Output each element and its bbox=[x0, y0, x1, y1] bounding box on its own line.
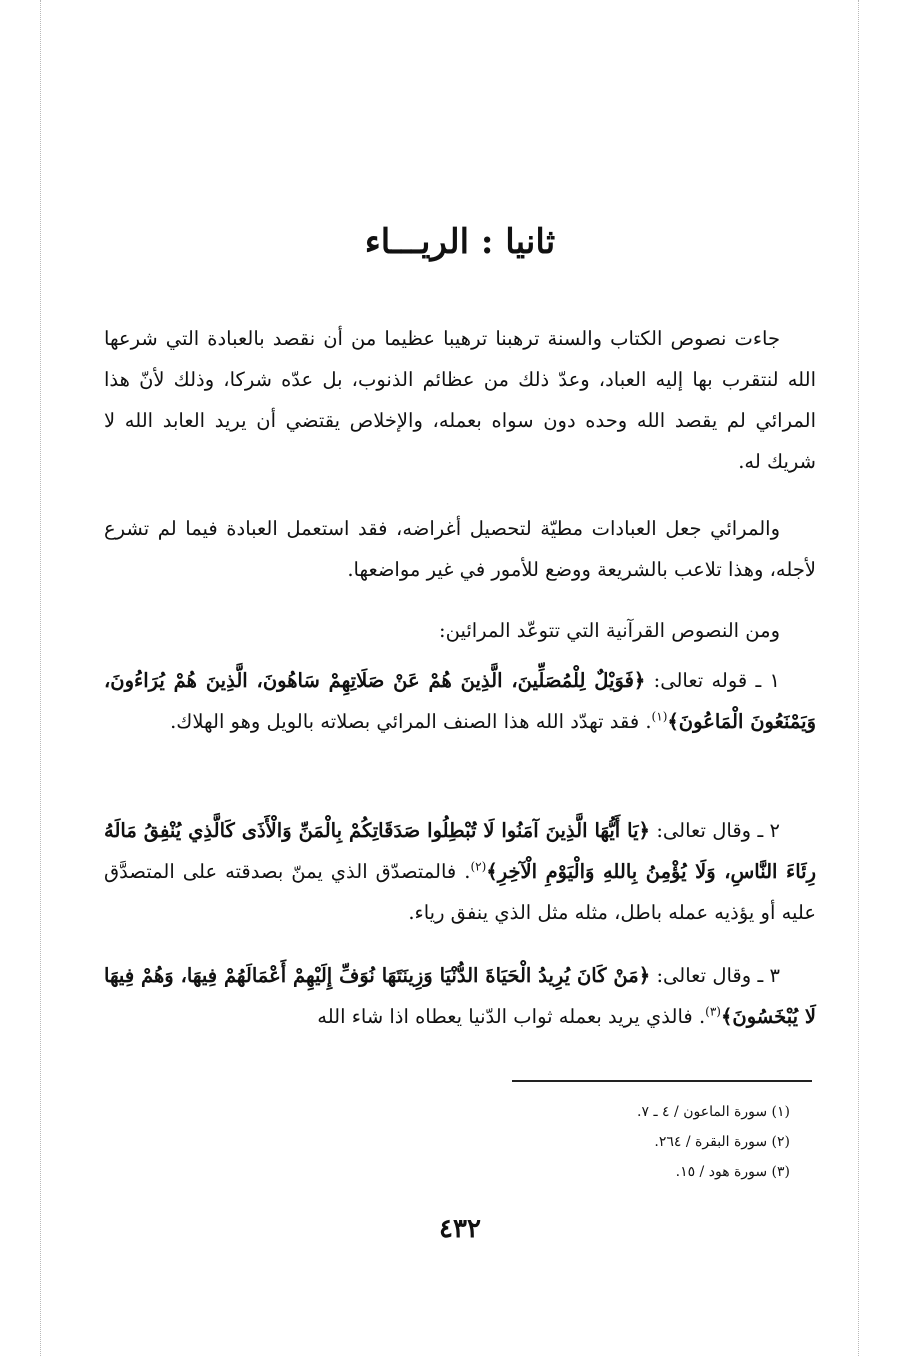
footnote-ref-2: (٢) bbox=[470, 859, 487, 874]
section-title: ثانيا : الريـــاء bbox=[364, 222, 556, 262]
list-item-3-text bbox=[104, 955, 816, 1037]
list-item-3-commentary: . فالذي يريد بعمله ثواب الدّنيا يعطاه اذا شاء الله bbox=[317, 1005, 706, 1028]
paragraph-3 bbox=[104, 610, 816, 651]
list-item-2-text bbox=[104, 810, 816, 933]
paragraph-1-text: جاءت نصوص الكتاب والسنة ترهبنا ترهيبا عظيما من أن نقصد بالعبادة التي شرعها الله لنتقرب بها إليه العباد، وعدّ ذلك من عظائم الذنوب، بل عدّه شركا، وذلك لأنّ هذا المرائي لم يقصد الله وحده دون سواه بعمله، والإخلاص يقتضي أن يريد العابد الله لا شريك له. bbox=[104, 327, 816, 473]
list-item-3 bbox=[104, 955, 816, 1037]
list-item-1-lead: ١ ـ قوله تعالى: bbox=[653, 669, 781, 692]
footnote-2: (٢) سورة البقرة / ٢٦٤. bbox=[654, 1134, 790, 1150]
list-item-1 bbox=[104, 660, 816, 742]
paragraph-2 bbox=[104, 508, 816, 590]
scan-edge-right bbox=[858, 0, 859, 1356]
paragraph-3-text: ومن النصوص القرآنية التي تتوعّد المرائين: bbox=[439, 619, 780, 642]
quran-verse-3: ﴿مَنْ كَانَ يُرِيدُ الْحَيَاةَ الدُّنْيَا وَزِينَتَهَا نُوَفِّ إِلَيْهِمْ أَعْمَالَهُمْ فِيهَا، وَهُمْ فِيهَا لَا يُبْخَسُونَ﴾ bbox=[104, 964, 816, 1028]
paragraph-2-text: والمرائي جعل العبادات مطيّة لتحصيل أغراضه، فقد استعمل العبادة فيما لم تشرع لأجله، وهذا تلاعب بالشريعة ووضع للأمور في غير مواضعها. bbox=[104, 517, 816, 581]
list-item-2 bbox=[104, 810, 816, 933]
list-item-2-commentary: . فالمتصدّق الذي يمنّ بصدقته على المتصدَّق عليه أو يؤذيه عمله باطل، مثله مثل الذي ينفق رياء. bbox=[104, 860, 816, 924]
footnote-3: (٣) سورة هود / ١٥. bbox=[675, 1164, 790, 1180]
footnote-ref-3: (٣) bbox=[705, 1004, 721, 1019]
footnote-1: (١) سورة الماعون / ٤ ـ ٧. bbox=[637, 1104, 790, 1120]
scan-edge-left bbox=[40, 0, 41, 1356]
page-number: ٤٣٢ bbox=[439, 1214, 481, 1244]
quran-verse-1: ﴿فَوَيْلٌ لِلْمُصَلِّينَ، الَّذِينَ هُمْ عَنْ صَلَاتِهِمْ سَاهُونَ، الَّذِينَ هُمْ يُرَاءُونَ، وَيَمْنَعُونَ الْمَاعُونَ﴾ bbox=[104, 669, 816, 733]
footnote-ref-1: (١) bbox=[651, 709, 668, 724]
footnotes bbox=[420, 1097, 790, 1187]
list-item-1-text bbox=[104, 660, 816, 742]
footnote-divider bbox=[512, 1080, 812, 1082]
list-item-2-lead: ٢ ـ وقال تعالى: bbox=[656, 819, 781, 842]
list-item-1-commentary: . فقد تهدّد الله هذا الصنف المرائي بصلاته بالويل وهو الهلاك. bbox=[170, 710, 652, 733]
paragraph-1 bbox=[104, 318, 816, 482]
quran-verse-2: ﴿يَا أَيُّهَا الَّذِينَ آمَنُوا لَا تُبْطِلُوا صَدَقَاتِكُمْ بِالْمَنِّ وَالْأَذَى كَالَّذِي يُنْفِقُ مَالَهُ رِئَاءَ النَّاسِ، وَلَا يُؤْمِنُ بِاللهِ وَالْيَوْمِ الْآخِرِ﴾ bbox=[104, 819, 816, 883]
list-item-3-lead: ٣ ـ وقال تعالى: bbox=[656, 964, 780, 987]
